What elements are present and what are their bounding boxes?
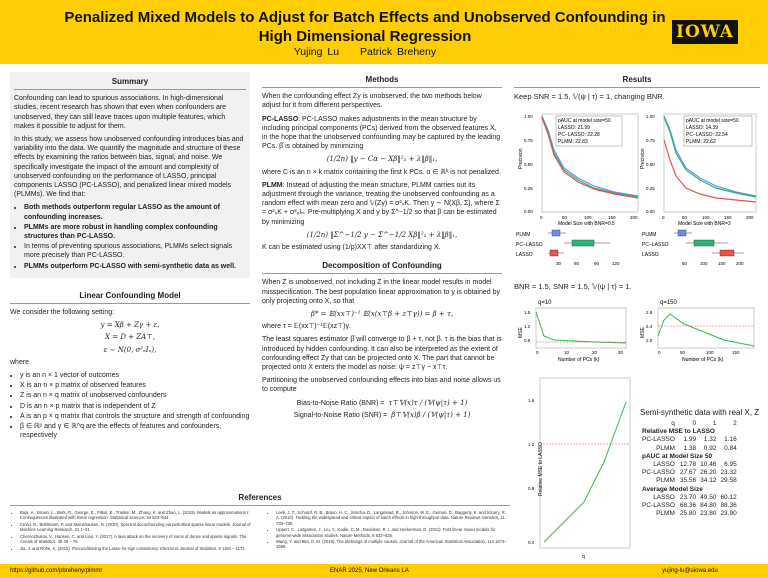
box-label: LASSO [642, 252, 659, 258]
table-title: Semi-synthetic data with real X, Z [640, 408, 760, 417]
y-tick: 0.00 [524, 209, 533, 214]
equation: ε ∼ N(0, σ²ₑIₙ), [103, 345, 157, 354]
y-tick: 1.2 [524, 324, 531, 329]
box-label: PC−LASSO [642, 242, 669, 248]
table-cell: 23.70 [679, 493, 697, 501]
y-tick: 1.00 [646, 114, 655, 119]
y-tick: 1.00 [524, 114, 533, 119]
y-tick: 0.8 [528, 486, 535, 491]
reference-list-left [20, 510, 254, 552]
y-tick: 2.0 [646, 338, 653, 343]
linear-model-section [10, 288, 250, 441]
box-label: LASSO [516, 252, 533, 258]
y-tick: 0.4 [528, 540, 535, 545]
legend-entry: LASSO: 21.99 [558, 125, 590, 131]
table-cell: 26.20 [700, 469, 717, 477]
reference-item: • Leek, J. T., Scharpf, R. B., Bravo, H. C., Simcha, D., Langmead, B., Johnson, W. E., Geman, D., Baggerly, K. and Irizarry, R. A. (2010). Tackling the widespread and critical impact of batch effects in high-throughput data. Nature Reviews Genetics, 11 733–739. [276, 510, 510, 526]
plmm-paragraph [262, 181, 502, 227]
pclasso-note: where C is an n × k matrix containing the first k PCs. α ∈ ℝᵏ is not penalized. [262, 168, 501, 176]
y-tick: 2.4 [646, 324, 653, 329]
x-tick: 60 [574, 261, 580, 266]
lasso-box [720, 250, 734, 256]
reference-item: • Bujа, A., Brown, L., Berk, R., George, E., Pitkin, E., Traskin, M., Zhang, K. and Zhao, L. (2019). Models as approximations I: Consequences illustrated with linear regression. Statistical Science, 34 523–544. [20, 510, 254, 520]
table-cell: 23.32 [720, 469, 737, 477]
reference-item: • Chernozhukov, V., Hansen, C. and Liao, Y. (2017). A lava attack on the recovery of sums of dense and sparse signals. The Annals of Statistics, 45 39 – 76. [20, 534, 254, 544]
reference-item: • Jia, J. and Rohe, K. (2015). Preconditioning the Lasso for sign consistency. Electronic Journal of Statistics, 9 1150 – 1172. [20, 546, 254, 551]
y-axis-label: Precision [640, 148, 646, 169]
reference-list-right [276, 510, 510, 552]
group-header: pAUC at Model Size 50 [642, 452, 713, 460]
y-tick: 0.9 [524, 338, 531, 343]
box-label: PC−LASSO [516, 242, 543, 248]
definition-item: • D is an n × p matrix that is independent of Z [20, 402, 250, 411]
linear-model-heading: Linear Confounding Model [10, 288, 250, 304]
legend-entry: PLMM: 22.62 [686, 139, 716, 145]
references-heading: References [10, 490, 510, 506]
table-header-row [640, 420, 739, 428]
relative-mse-plot [514, 372, 634, 562]
poster-header [0, 0, 768, 64]
github-link[interactable]: https://github.com/pbreheny/plmmr [10, 568, 103, 574]
y-tick: 0.00 [646, 209, 655, 214]
poster-footer [0, 564, 768, 578]
column-header: 2 [733, 420, 737, 427]
author-list [60, 46, 670, 58]
reference-item: • Wang, Y. and Blei, D. M. (2019). The blessings of multiple causes. Journal of the American Statistical Association, 114 1574–1596. [276, 539, 510, 549]
semi-synthetic-table [640, 408, 762, 518]
table-row [640, 510, 739, 518]
snr-label: Signal-to-Noise Ratio (SNR) = [293, 411, 388, 419]
table-cell: 23.90 [720, 510, 737, 518]
pclasso-paragraph [262, 115, 502, 152]
results-table [640, 420, 739, 518]
x-tick: 200 [736, 261, 744, 266]
table-cell: 68.36 [679, 502, 697, 510]
table-cell: 12.78 [679, 461, 697, 469]
column-header: q [671, 420, 675, 427]
results-caption: Keep SNR = 1.5, 𝕍(ψ | τ) = 1, changing BNR. [514, 92, 665, 102]
methods-section [262, 72, 502, 252]
projection-equation: β* = 𝔼(xx⊤)⁻¹ 𝔼(x(x⊤β + z⊤γ)) = β + τ, [310, 310, 454, 319]
y-tick: 1.2 [528, 442, 535, 447]
plmm-box [678, 230, 686, 236]
legend-entry: LASSO: 14.39 [686, 125, 718, 131]
mse-plots [514, 296, 760, 366]
summary-heading: Summary [14, 74, 246, 90]
table-cell: 0.92 [703, 444, 717, 452]
pclasso-box [572, 240, 594, 246]
x-tick: 90 [594, 261, 600, 266]
definition-list [20, 371, 250, 440]
table-cell: 1.38 [683, 444, 697, 452]
x-tick: 50 [562, 215, 568, 220]
results-section [514, 72, 760, 101]
finding-item: • PLMMs are more robust in handling complex confounding structures than PC-LASSO. [24, 223, 246, 241]
group-header: Average Model Size [642, 485, 703, 493]
table-row [640, 461, 739, 469]
y-tick: 1.5 [524, 310, 531, 315]
plmm-label: PLMM [262, 181, 283, 189]
row-label: PC-LASSO [642, 469, 675, 477]
snr-formula-row [262, 411, 502, 420]
references-section [10, 490, 510, 556]
x-axis-label: Model Size with BNR=0.5 [558, 221, 615, 227]
table-cell: 49.50 [700, 493, 717, 501]
reference-item: • Lippert, C., Listgarten, J., Liu, Y., Kadie, C. M., Davidson, R. I. and Heckerman, D. (2011). Fast linear mixed models for genome-wide association studies. Nature Methods, 8 833–835. [276, 527, 510, 537]
x-tick: 30 [556, 261, 562, 266]
x-tick: 20 [592, 350, 598, 355]
y-tick: 2.8 [646, 310, 653, 315]
legend-title: pAUC at model size=50 [558, 118, 611, 124]
y-axis-label: Relative MSE to LASSO [538, 442, 544, 496]
plmm-box [552, 230, 560, 236]
y-tick: 0.25 [524, 186, 533, 191]
author-name: Patrick Breheny [360, 46, 437, 58]
table-cell: 23.80 [700, 510, 717, 518]
x-tick: 50 [682, 215, 688, 220]
x-tick: 150 [724, 215, 732, 220]
row-label: PLMM [656, 477, 675, 485]
tau-definition: where τ = 𝔼(xx⊤)⁻¹𝔼(xz⊤)γ. [262, 323, 351, 331]
summary-section [10, 72, 250, 278]
x-axis-label: Model Size with BNR=3 [678, 221, 731, 227]
finding-item: • Both methods outperform regular LASSO as the amount of confounding increases. [24, 203, 246, 221]
definition-item: • A is an p × q matrix that controls the structure and strength of confounding [20, 412, 250, 421]
decomposition-paragraph: Partitioning the unobserved confounding effects into bias and noise allows us to compute [262, 377, 501, 394]
table-row [640, 469, 739, 477]
finding-item: • PLMMs outperform PC-LASSO with semi-synthetic data as well. [24, 262, 246, 271]
poster-title: Penalized Mixed Models to Adjust for Batch Effects and Unobserved Confounding in High Dimensional Regression [64, 9, 666, 45]
legend-entry: PC−LASSO: 22.54 [686, 132, 728, 138]
author-name: Yujing Lu [293, 46, 340, 58]
x-tick: 10 [564, 350, 570, 355]
y-tick: 1.6 [528, 398, 535, 403]
column-header: 0 [692, 420, 697, 427]
table-cell: 29.58 [720, 477, 737, 485]
reference-item: • Ćevid, D., Bühlmann, P. and Meinshausen, N. (2020). Spectral deconfounding via perturbed sparse linear models. Journal of Machine Learning Research, 21 1–41. [20, 522, 254, 532]
table-cell: 27.67 [679, 469, 697, 477]
conference-label: ENAR 2025, New Orleans LA [330, 568, 409, 574]
definition-item: • y is an n × 1 vector of outcomes [20, 371, 250, 380]
x-tick: 0 [536, 350, 539, 355]
pclasso-text: : PC-LASSO makes adjustments in the mean structure by including principal components (PCs) derived from the observed features X, in the hope that the unobserved confounding may be captured by the leading PCs. β̂ is obtained by minimizing [262, 115, 501, 151]
x-tick: 150 [732, 350, 740, 355]
contact-email[interactable]: yujing-lu@uiowa.edu [662, 568, 718, 574]
table-cell: 10.46 [700, 461, 717, 469]
bnr-formula: τ⊤𝕍(x)τ / (𝕍(ψ|τ) + 1) [388, 398, 468, 407]
table-cell: 34.12 [700, 477, 717, 485]
plot-title: q=10 [538, 300, 552, 306]
iowa-logo: IOWA [672, 20, 738, 44]
bnr-formula-row [262, 399, 502, 408]
box-label: PLMM [516, 232, 531, 238]
definition-item: • Z is an n × q matrix of unobserved confounders [20, 391, 250, 400]
decomposition-paragraph: When Z is unobserved, not including Z in the linear model results in model misspecification. The best population linear approximation to y is obtained by only projecting onto X, so that [262, 279, 501, 305]
plmm-equation: (1/2n) ‖Σ^−1/2 y − Σ^−1/2 Xβ‖²₂ + λ‖β‖₁, [306, 230, 458, 239]
x-tick: 50 [680, 350, 686, 355]
table-row [640, 436, 739, 444]
pclasso-equation: (1/2n) ‖y − Cα − Xβ‖²₂ + λ‖β‖₁, [326, 155, 438, 164]
y-tick: 0.50 [646, 162, 655, 167]
table-cell: 6.95 [724, 461, 737, 469]
box-label: PLMM [642, 232, 657, 238]
x-tick: 0 [658, 350, 661, 355]
y-axis-label: MSE [518, 327, 524, 338]
left-column [10, 72, 250, 444]
row-label: LASSO [653, 461, 675, 469]
x-axis-label: Number of PCs (k) [558, 357, 600, 363]
row-label: PC-LASSO [642, 436, 675, 444]
middle-column [262, 72, 502, 423]
pclasso-box [694, 240, 714, 246]
methods-intro: When the confounding effect Zγ is unobserved, the two methods below adjust for it from different perspectives. [262, 93, 482, 110]
x-tick: 150 [608, 215, 616, 220]
table-row [640, 477, 739, 485]
x-tick: 30 [618, 350, 624, 355]
summary-paragraph: In this study, we assess how unobserved confounding introduces bias and variability into the data. We quantify the magnitude and structure of these effects by examining the ratios between bias, signal, and noise. We specifically investigate the impact of the amount and complexity of unobserved confounding on the performance of LASSO, principal components LASSO (PC-LASSO), and penalized linear mixed models (PLMMs). We find that: [14, 136, 244, 199]
x-tick: 120 [612, 261, 620, 266]
decomposition-paragraph: The least squares estimator β̂ will converge to β + τ, not β. τ is the bias that is introduced by hidden confounding. It can also be interpreted as the extent of confounding effect Zγ that can be projected onto X. The part that cannot be projected onto X enters the model as noise: ψ = z⊤γ − x⊤τ. [262, 336, 502, 372]
equation: X = D + ZA⊤, [105, 333, 155, 342]
table-cell: 1.16 [724, 436, 737, 444]
table-row [640, 445, 739, 453]
summary-findings [24, 203, 246, 270]
x-tick: 100 [706, 350, 714, 355]
results-caption-2: BNR = 1.5, SNR = 1.5, 𝕍(ψ | τ) = 1. [514, 282, 632, 291]
x-tick: 100 [702, 215, 710, 220]
x-tick: 0 [540, 215, 543, 220]
bnr-label: Bias-to-Noise Ratio (BNR) = [296, 399, 385, 407]
table-row [640, 502, 739, 510]
y-tick: 0.75 [646, 138, 655, 143]
decomposition-heading: Decomposition of Confounding [262, 258, 502, 274]
x-tick: 200 [746, 215, 754, 220]
y-axis-label: MSE [640, 327, 646, 338]
row-label: PC-LASSO [642, 502, 675, 510]
linear-model-intro: We consider the following setting: [10, 309, 115, 317]
x-tick: 100 [584, 215, 592, 220]
legend-entry: PC−LASSO: 22.28 [558, 132, 600, 138]
x-tick: 100 [700, 261, 708, 266]
y-tick: 0.25 [646, 186, 655, 191]
pclasso-label: PC-LASSO [262, 115, 299, 123]
legend-title: pAUC at model size=50 [686, 118, 739, 124]
equation: y = Xβ + Zγ + ε, [100, 321, 160, 330]
lasso-box [550, 250, 558, 256]
snr-formula: β⊤𝕍(x)β / (𝕍(ψ|τ) + 1) [391, 410, 471, 419]
x-tick: 150 [718, 261, 726, 266]
table-row [640, 494, 739, 502]
column-header: 1 [712, 420, 717, 427]
x-axis-label: Number of PCs (k) [682, 357, 724, 363]
table-cell: 0.84 [724, 444, 737, 452]
row-label: PLMM [656, 510, 675, 518]
decomposition-section [262, 258, 502, 420]
summary-paragraph: Confounding can lead to spurious associations. In high-dimensional studies, recent research has shown that even when confounders are unobserved, they can still leave traces upon multiple features, which makes it possible to adjust for them. [14, 95, 227, 130]
table-cell: 25.80 [679, 510, 697, 518]
plot-title: q=150 [660, 300, 677, 306]
plot-frame [540, 378, 630, 548]
table-cell: 88.36 [720, 502, 737, 510]
x-tick: 200 [630, 215, 638, 220]
finding-item: • In terms of preventing spurious associations, PLMMs select signals more precisely than PC-LASSO. [24, 242, 246, 260]
where-label: where [10, 358, 30, 366]
x-axis-label: q [582, 554, 585, 560]
results-heading: Results [514, 72, 760, 88]
y-tick: 0.50 [524, 162, 533, 167]
x-tick: 0 [662, 215, 665, 220]
y-axis-label: Precision [518, 148, 524, 169]
definition-item: • β ∈ ℝᵖ and γ ∈ ℝ^q are the effects of features and confounders, respectively [20, 422, 250, 440]
table-cell: 60.12 [720, 493, 737, 501]
table-cell: 84.80 [700, 502, 717, 510]
row-label: PLMM [656, 444, 675, 452]
table-cell: 1.99 [683, 436, 697, 444]
table-cell: 1.32 [703, 436, 717, 444]
row-label: LASSO [653, 493, 675, 501]
plot-frame [658, 308, 754, 348]
precision-plots [514, 110, 760, 270]
x-tick: 50 [682, 261, 688, 266]
definition-item: • X is an n × p matrix of observed features [20, 381, 250, 390]
table-cell: 35.56 [679, 477, 697, 485]
y-tick: 0.75 [524, 138, 533, 143]
methods-heading: Methods [262, 72, 502, 88]
legend-entry: PLMM: 22.83 [558, 139, 588, 145]
plmm-note: K can be estimated using (1/p)XX⊤ after standardizing X. [262, 244, 441, 252]
plmm-text: : Instead of adjusting the mean structure, PLMM carries out its adjustment through the variance, treating the unobserved confounding as a random effect with mean zero and 𝕍(Zγ) = σ²ₛK. Then y ∼ N(Xβ, Σ), where Σ = σ²ₛK + σ²ₑIₙ. Pre-multiplying X and y by Σ^−1/2 so that β can be estimated by minimizing [262, 181, 500, 226]
group-header: Relative MSE to LASSO [642, 428, 715, 436]
